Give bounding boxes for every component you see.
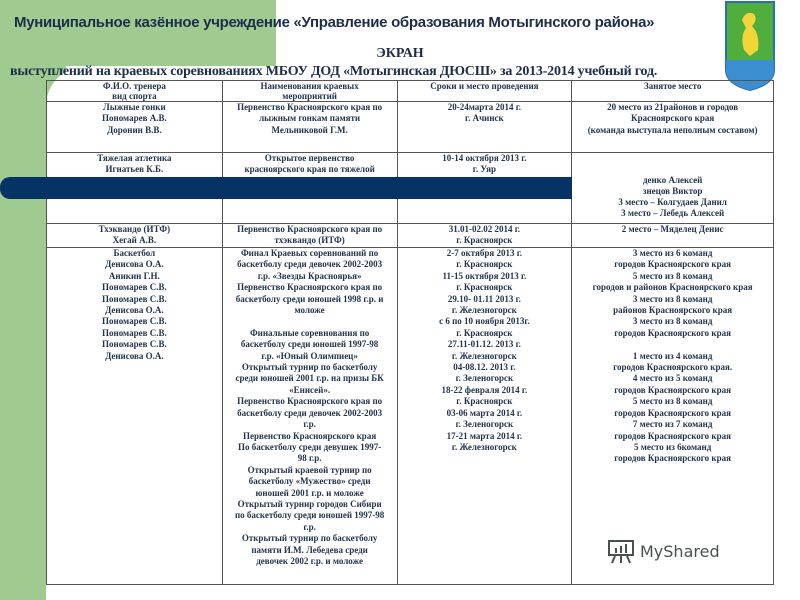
organization-title: Муниципальное казённое учреждение «Управление образования Мотыгинского района»: [14, 14, 655, 31]
cell-event: Финал Краевых соревнований по баскетболу среди девочек 2002-2003 г.р. «Звезды Красноярья» Первенство Красноярского края по баскетболу среди юношей 1998 г.р. и моложе Финальные соревнования по баскетболу среди юношей 1997-98 г.р. «Юный Олимпиец» Открытый турнир по баскетболу среди юношей 2001 г.р. на призы БК «Енисей». Первенство Красноярского края по баскетболу среди девочек 2002-2003 г.р. Первенство Красноярского края По баскетболу среди девушек 1997- 98 г.р. Открытый краевой турнир по баскетболу «Мужество» среди юношей 2001 г.р. и моложе Открытый турнир городов Сибири по баскетболу среди юношей 1997-98 г.р. Открытый турнир по баскетболу памяти И.М. Лебедева среди девочек 2002 г.р. и моложе: [222, 248, 397, 585]
cell-place: 2 место – Мяделец Денис: [572, 224, 774, 248]
presentation-board-icon: [606, 538, 636, 564]
table-row: [47, 248, 774, 585]
cell-dates: 2-7 октября 2013 г. г. Красноярск 11-15 октября 2013 г. г. Красноярск 29.10- 01.11 2013 г. г. Железногорск с 6 по 10 ноября 2013г. г. Красноярск 27.11-01.12. 2013 г. г. Железногорск 04-08.12. 2013 г. г. Зеленогорск 18-22 февраля 2014 г. г. Красноярск 03-06 марта 2014 г. г. Зеленогорск 17-21 марта 2014 г. г. Железногорск: [397, 248, 572, 585]
page-title: ЭКРАН: [376, 46, 424, 61]
cell-dates: 10-14 октября 2013 г. г. Уяр: [397, 153, 572, 224]
header-dates: Сроки и место проведения: [397, 81, 572, 102]
header-place: Занятое место: [572, 81, 774, 102]
watermark-text: MyShared: [640, 541, 720, 561]
cell-coach: Лыжные гонки Пономарев А.В. Доронин В.В.: [47, 102, 223, 153]
cell-event: Первенство Красноярского края по тхэквандо (ИТФ): [222, 224, 397, 248]
header-event: Наименования краевых мероприятий: [222, 81, 397, 102]
coat-of-arms-icon: [724, 0, 776, 92]
cell-place: 3 место из 6 команд городов Красноярского края 5 место из 8 команд городов и районов Красноярского края 3 место из 8 команд районов Красноярского края 3 место из 8 команд городов Красноярского края 1 место из 4 команд городов Красноярского края. 4 место из 5 команд городов Красноярского края 5 место из 8 команд городов Красноярского края 7 место из 7 команд городов Красноярского края 5 место из 6команд городов Красноярского края: [572, 248, 774, 585]
page-subtitle: выступлений на краевых соревнованиях МБОУ ДОД «Мотыгинская ДЮСШ» за 2013-2014 учебный год.: [10, 64, 658, 79]
cell-coach: Баскетбол Денисова О.А. Аникин Г.Н. Пономарев С.В. Пономарев С.В. Денисова О.А. Пономарев С.В. Пономарев С.В. Пономарев С.В. Денисова О.А.: [47, 248, 223, 585]
overlay-bar: [0, 177, 572, 199]
cell-dates: 31.01-02.02 2014 г. г. Красноярск: [397, 224, 572, 248]
cell-coach: Тяжелая атлетика Игнатьев К.Б.: [47, 153, 223, 224]
cell-event: Первенство Красноярского края по лыжным гонкам памяти Мельниковой Г.М.: [222, 102, 397, 153]
cell-coach: Тхэквандо (ИТФ) Хегай А.В.: [47, 224, 223, 248]
table-row: [47, 102, 774, 153]
watermark: [606, 538, 720, 564]
table-header-row: [47, 81, 774, 102]
results-table: [46, 80, 774, 585]
cell-place: 20 место из 21районов и городов Красноярского края (команда выступала неполным составом): [572, 102, 774, 153]
table-row: [47, 224, 774, 248]
cell-event: Открытое первенство красноярского края по тяжелой: [222, 153, 397, 224]
header-coach: Ф.И.О. тренера вид спорта: [47, 81, 223, 102]
cell-place: денко Алексей знецов Виктор 3 место – Колгудаев Данил 3 место – Лебедь Алексей: [572, 153, 774, 224]
cell-dates: 20-24марта 2014 г. г. Ачинск: [397, 102, 572, 153]
